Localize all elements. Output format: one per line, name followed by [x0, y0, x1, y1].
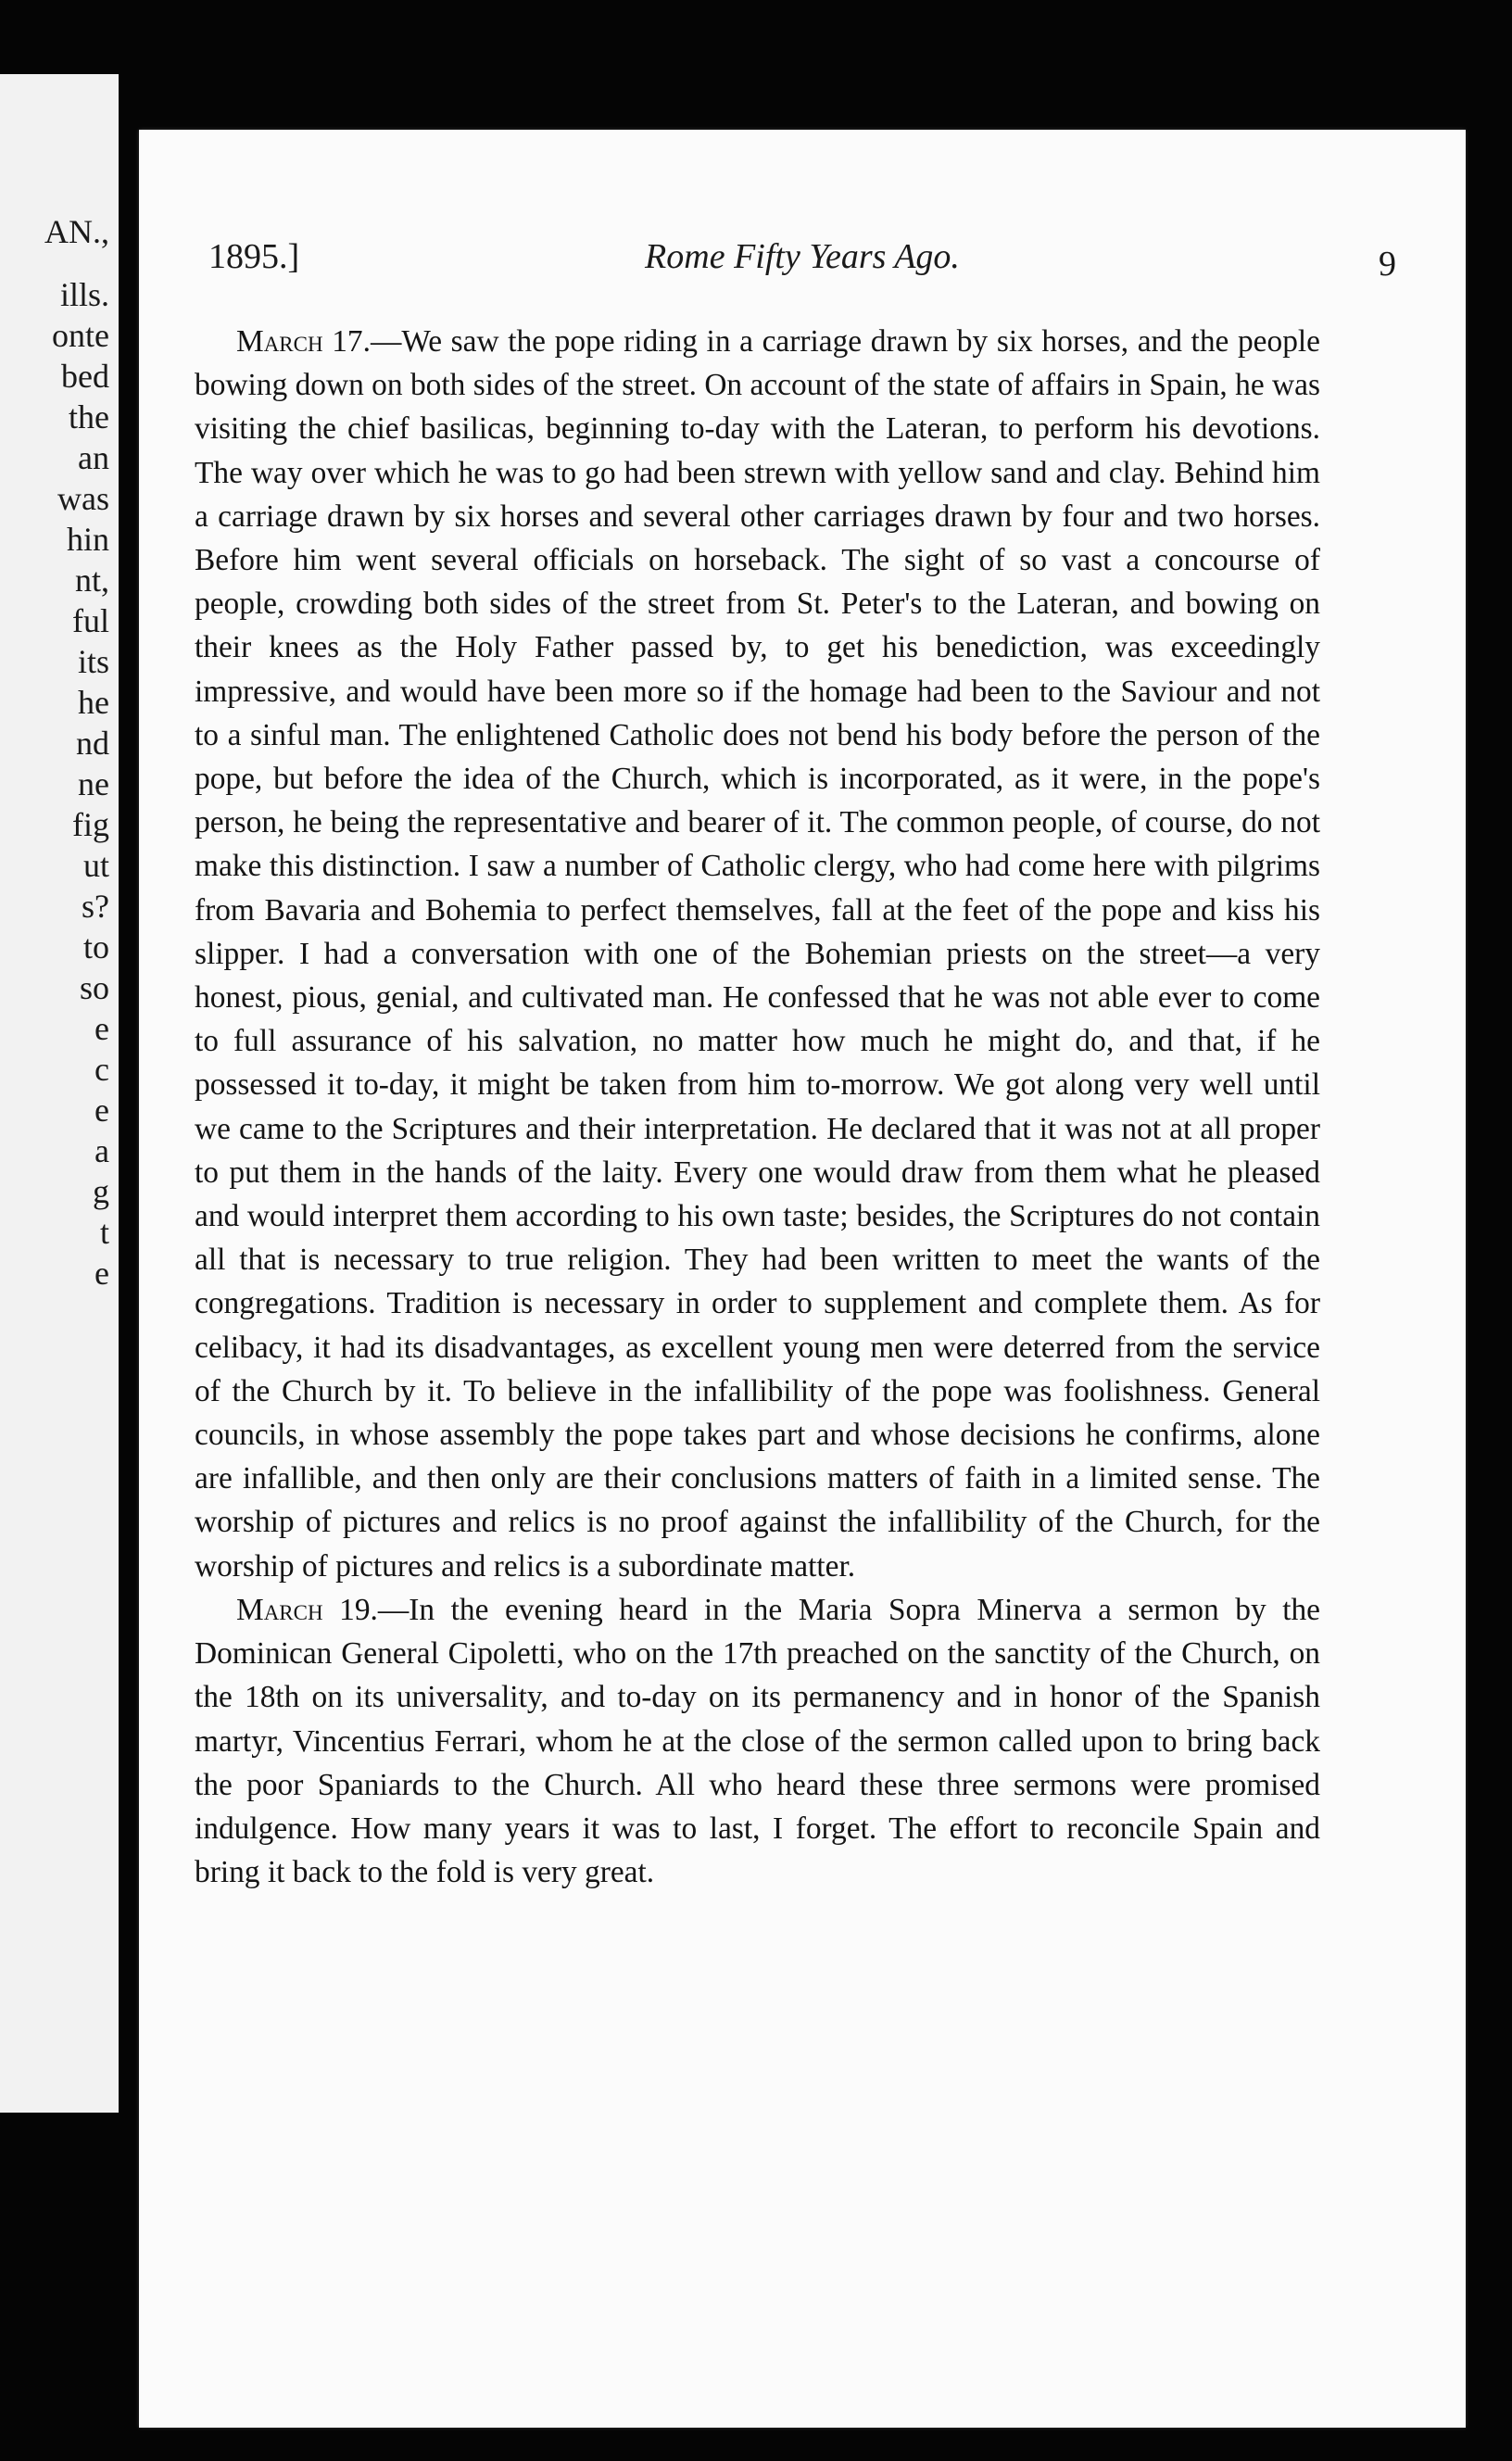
- paragraph-march-19: [195, 1588, 1320, 1894]
- previous-page-line: fig: [72, 806, 109, 843]
- paragraph-text: —In the evening heard in the Maria Sopra Minerva a sermon by the Dominican General Cipoletti, who on the 17th preached on the sanctity of the Church, on the 18th on its universality, and to-day on its permanency and in honor of the Spanish martyr, Vincentius Ferrari, whom he at the close of the sermon called upon to bring back the poor Spaniards to the Church. All who heard these three sermons were promised indulgence. How many years it was to last, I forget. The effort to reconcile Spain and bring it back to the fold is very great.: [195, 1592, 1320, 1890]
- previous-page-edge: [0, 74, 119, 2113]
- paragraph-text: —We saw the pope riding in a carriage drawn by six horses, and the people bowing down on both sides of the street. On account of the state of affairs in Spain, he was visiting the chief basilicas, beginning to-day with the Lateran, to perform his devotions. The way over which he was to go had been strewn with yellow sand and clay. Behind him a carriage drawn by six horses and several other carriages drawn by four and two horses. Before him went several officials on horseback. The sight of so vast a concourse of people, crowding both sides of the street from St. Peter's to the Lateran, and bowing on their knees as the Holy Father passed by, to get his benediction, was exceedingly impressive, and would have been more so if the homage had been to the Saviour and not to a sinful man. The enlightened Catholic does not bend his body before the person of the pope, but before the idea of the Church, which is incorporated, as it were, in the pope's person, he being the representative and bearer of it. The common people, of course, do not make this distinction. I saw a number of Catholic clergy, who had come here with pilgrims from Bavaria and Bohemia to perfect themselves, fall at the feet of the pope and kiss his slipper. I had a conversation with one of the Bohemian priests on the street—a very honest, pious, genial, and cultivated man. He confessed that he was not able ever to come to full assurance of his salvation, no matter how much he might do, and that, if he possessed it to-day, it might be taken from him to-morrow. We got along very well until we came to the Scriptures and their interpretation. He declared that it was not at all proper to put them in the hands of the laity. Every one would draw from them what he pleased and would interpret them according to his own taste; besides, the Scriptures do not contain all that is necessary to true religion. They had been written to meet the wants of the congregations. Tradition is necessary in order to supplement and complete them. As for celibacy, it had its disadvantages, as excellent young men were deterred from the service of the Church by it. To believe in the infallibility of the pope was foolishness. General councils, in whose assembly the pope takes part and whose decisions he confirms, alone are infallible, and then only are their conclusions matters of faith in a limited sense. The worship of pictures and relics is no proof against the infallibility of the Church, for the worship of pictures and relics is a subordinate matter.: [195, 324, 1320, 1584]
- previous-page-line: hin: [66, 521, 109, 558]
- running-header: [208, 236, 1396, 292]
- entry-date: March 17.: [236, 324, 371, 359]
- previous-page-line: nd: [76, 725, 109, 762]
- previous-page-line: c: [94, 1051, 109, 1088]
- previous-page-line: s?: [82, 888, 109, 925]
- previous-page-line: the: [69, 398, 109, 435]
- previous-page-header-fragment: AN.,: [44, 213, 109, 250]
- previous-page-line: to: [82, 928, 109, 965]
- previous-page-line: he: [78, 684, 109, 721]
- previous-page-line: nt,: [74, 562, 109, 599]
- header-year: 1895.]: [208, 237, 300, 276]
- book-page: [139, 130, 1466, 2428]
- previous-page-line: e: [94, 1092, 109, 1129]
- previous-page-line: an: [78, 439, 109, 476]
- previous-page-line: g: [93, 1173, 109, 1210]
- previous-page-line: ut: [82, 847, 109, 884]
- previous-page-line: its: [77, 643, 109, 680]
- previous-page-line: ful: [72, 602, 109, 639]
- previous-page-line: a: [94, 1132, 109, 1169]
- previous-page-line: so: [79, 969, 109, 1006]
- paragraph-march-17: [195, 320, 1320, 1588]
- previous-page-line: t: [99, 1214, 109, 1251]
- previous-page-line: was: [57, 480, 109, 517]
- previous-page-line: bed: [61, 358, 109, 395]
- header-title: Rome Fifty Years Ago.: [645, 237, 960, 276]
- previous-page-line: ne: [78, 765, 109, 802]
- previous-page-line: e: [94, 1010, 109, 1047]
- page-number: 9: [1379, 245, 1396, 284]
- previous-page-line: e: [94, 1255, 109, 1292]
- previous-page-line: onte: [52, 317, 109, 354]
- previous-page-line: ills.: [59, 276, 109, 313]
- body-text: [195, 320, 1320, 1894]
- entry-date: March 19.: [236, 1592, 378, 1627]
